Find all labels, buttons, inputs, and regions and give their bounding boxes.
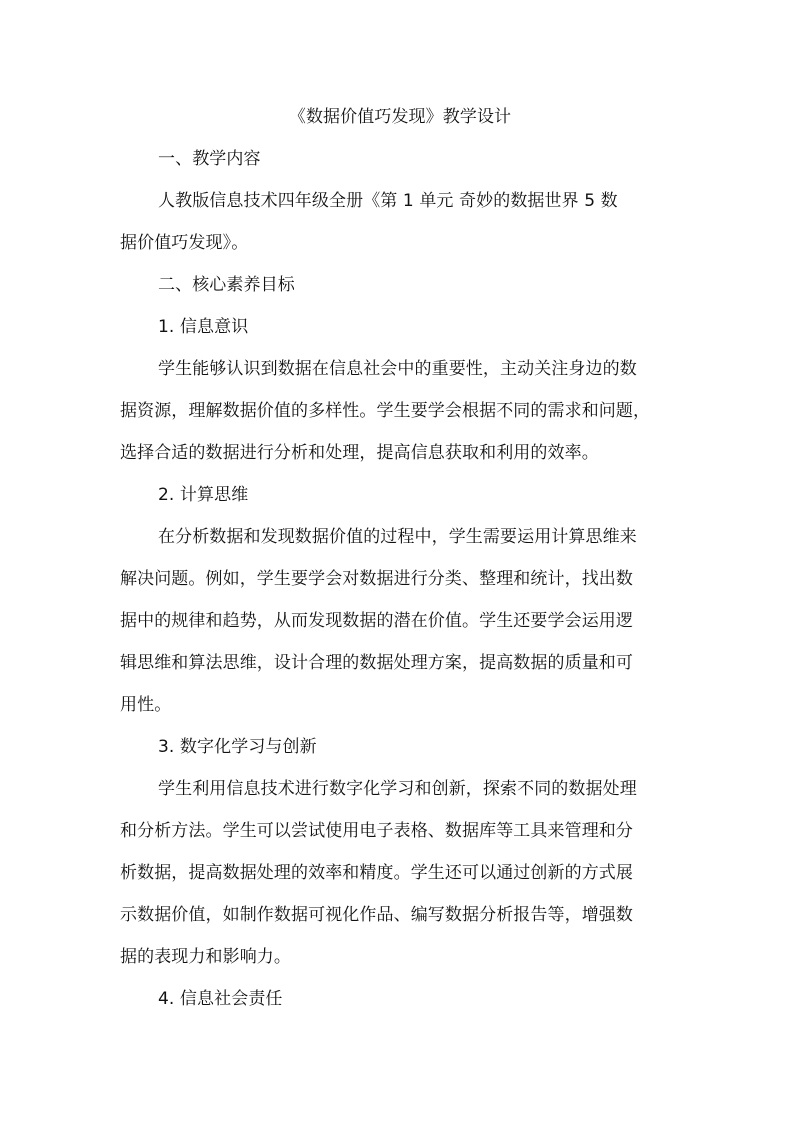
paragraph-line: 用性。 bbox=[120, 695, 172, 715]
paragraph-line: 据的表现力和影响力。 bbox=[120, 947, 291, 967]
paragraph-line: 人教版信息技术四年级全册《第 1 单元 奇妙的数据世界 5 数 bbox=[158, 191, 618, 211]
subheading-information-awareness: 1. 信息意识 bbox=[158, 317, 249, 337]
paragraph-line: 析数据，提高数据处理的效率和精度。学生还可以通过创新的方式展 bbox=[120, 863, 633, 883]
subheading-computational-thinking: 2. 计算思维 bbox=[158, 485, 249, 505]
paragraph-line: 在分析数据和发现数据价值的过程中，学生需要运用计算思维来 bbox=[158, 527, 637, 547]
paragraph-line: 学生利用信息技术进行数字化学习和创新，探索不同的数据处理 bbox=[158, 779, 637, 799]
paragraph-line: 据中的规律和趋势，从而发现数据的潜在价值。学生还要学会运用逻 bbox=[120, 611, 633, 631]
document-title: 《数据价值巧发现》教学设计 bbox=[288, 107, 512, 127]
paragraph-line: 学生能够认识到数据在信息社会中的重要性，主动关注身边的数 bbox=[158, 359, 637, 379]
paragraph-line: 据资源，理解数据价值的多样性。学生要学会根据不同的需求和问题， bbox=[120, 401, 651, 421]
paragraph-line: 示数据价值，如制作数据可视化作品、编写数据分析报告等，增强数 bbox=[120, 905, 633, 925]
paragraph-line: 解决问题。例如，学生要学会对数据进行分类、整理和统计，找出数 bbox=[120, 569, 633, 589]
subheading-digital-learning-innovation: 3. 数字化学习与创新 bbox=[158, 737, 317, 757]
paragraph-line: 据价值巧发现》。 bbox=[120, 233, 249, 253]
paragraph-line: 和分析方法。学生可以尝试使用电子表格、数据库等工具来管理和分 bbox=[120, 821, 633, 841]
section-heading-core-literacy-goals: 二、核心素养目标 bbox=[158, 275, 295, 295]
section-heading-teaching-content: 一、教学内容 bbox=[158, 149, 261, 169]
paragraph-line: 选择合适的数据进行分析和处理，提高信息获取和利用的效率。 bbox=[120, 443, 599, 463]
subheading-information-social-responsibility: 4. 信息社会责任 bbox=[158, 989, 283, 1009]
paragraph-line: 辑思维和算法思维，设计合理的数据处理方案，提高数据的质量和可 bbox=[120, 653, 633, 673]
